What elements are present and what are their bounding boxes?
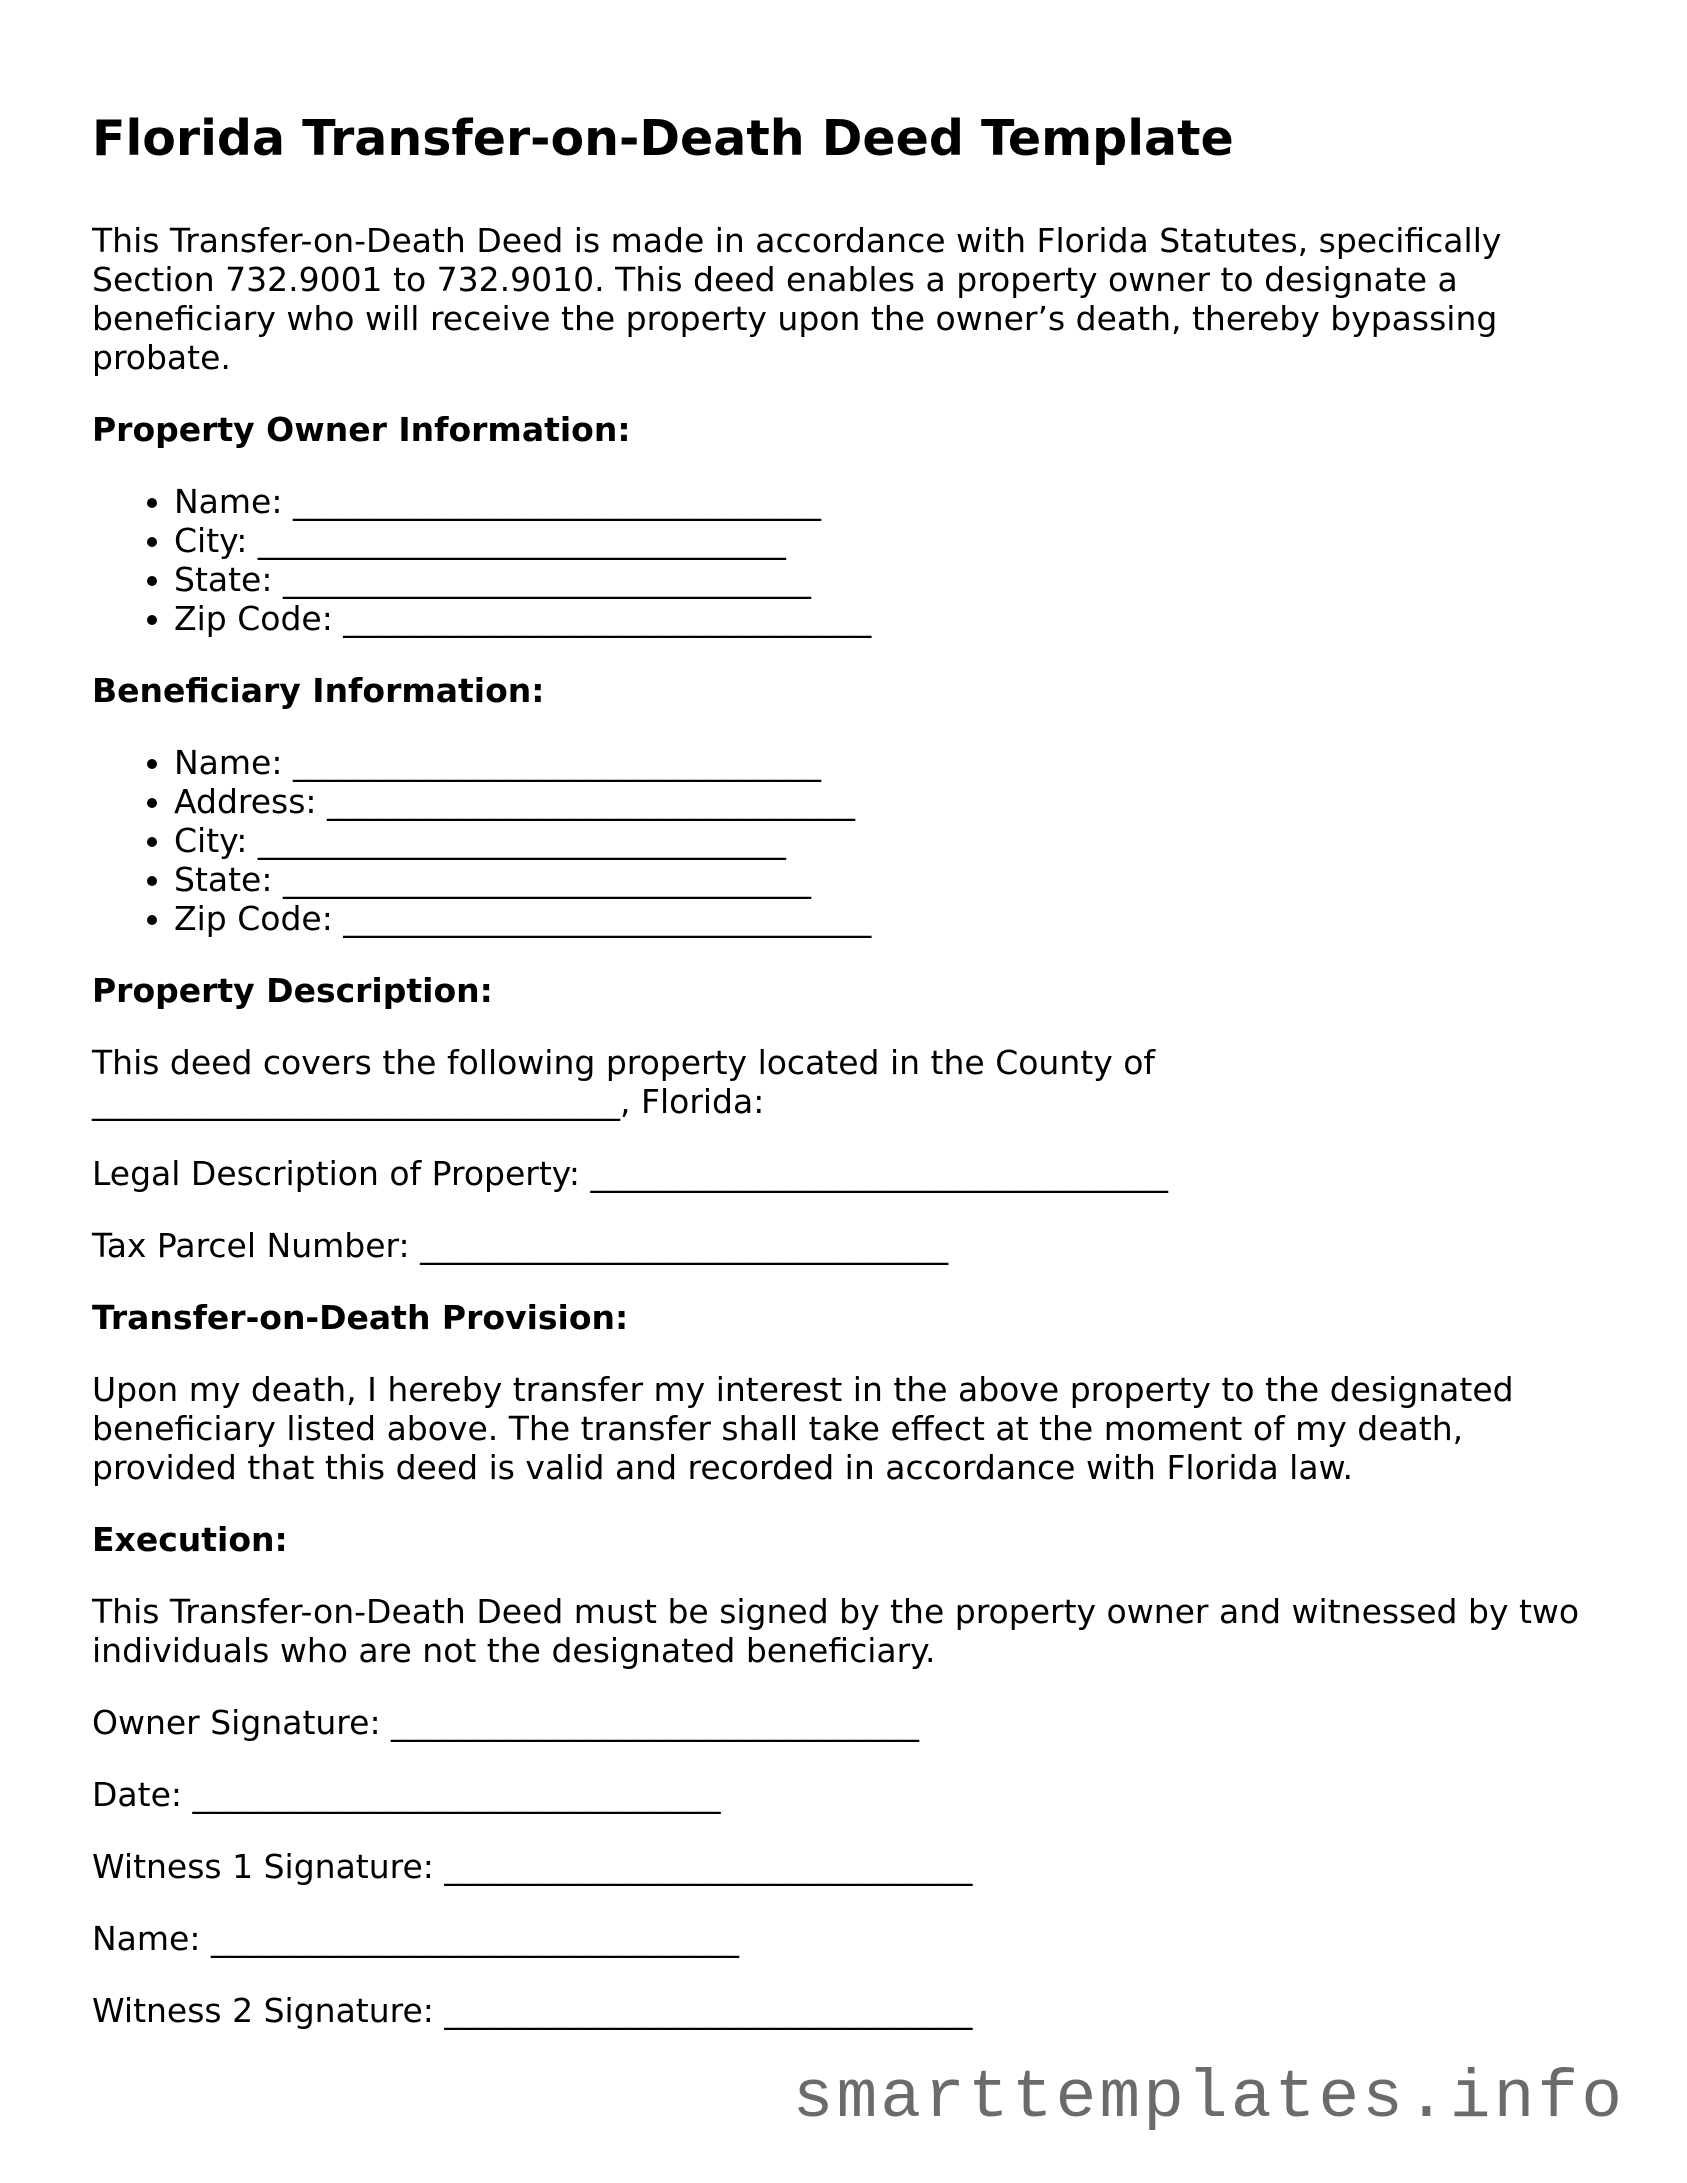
owner-zip-field: • Zip Code: ________________________________ [174, 599, 1612, 638]
page-title: Florida Transfer-on-Death Deed Template [92, 110, 1234, 167]
owner-name-field: • Name: ________________________________ [174, 482, 1612, 521]
beneficiary-state-field: • State: ________________________________ [174, 860, 1612, 899]
owner-signature-field: Owner Signature: ________________________________ [92, 1702, 920, 1742]
owner-section-heading: Property Owner Information: [92, 409, 631, 449]
legal-description-field: Legal Description of Property: ___________________________________ [92, 1153, 1169, 1193]
beneficiary-address-field: • Address: ________________________________ [174, 782, 1612, 821]
beneficiary-info-list [92, 743, 1612, 938]
document-page [92, 110, 1612, 2063]
witness2-signature-field: Witness 2 Signature: ________________________________ [92, 1990, 973, 2030]
execution-section-heading: Execution: [92, 1519, 288, 1559]
beneficiary-city-field: • City: ________________________________ [174, 821, 1612, 860]
owner-city-field: • City: ________________________________ [174, 521, 1612, 560]
county-paragraph: This deed covers the following property located in the County of ________________________________, Florida: [92, 1042, 1156, 1121]
beneficiary-section-heading: Beneficiary Information: [92, 670, 545, 710]
provision-paragraph: Upon my death, I hereby transfer my interest in the above property to the designated beneficiary listed above. The transfer shall take effect at the moment of my death, provided that this deed is valid and recorded in accordance with Florida law. [92, 1369, 1514, 1487]
witness1-signature-field: Witness 1 Signature: ________________________________ [92, 1846, 973, 1886]
provision-section-heading: Transfer-on-Death Provision: [92, 1297, 629, 1337]
tax-parcel-field: Tax Parcel Number: ________________________________ [92, 1225, 949, 1265]
beneficiary-zip-field: • Zip Code: ________________________________ [174, 899, 1612, 938]
execution-paragraph: This Transfer-on-Death Deed must be signed by the property owner and witnessed by two individuals who are not the designated beneficiary. [92, 1591, 1580, 1670]
witness1-name-field: Name: ________________________________ [92, 1918, 739, 1958]
property-section-heading: Property Description: [92, 970, 493, 1010]
intro-paragraph: This Transfer-on-Death Deed is made in accordance with Florida Statutes, specifically Section 732.9001 to 732.9010. This deed enables a property owner to designate a beneficiary who will receive the property upon the owner’s death, thereby bypassing probate. [92, 220, 1502, 377]
watermark: smarttemplates.info [792, 2060, 1625, 2137]
beneficiary-name-field: • Name: ________________________________ [174, 743, 1612, 782]
owner-info-list [92, 482, 1612, 638]
owner-state-field: • State: ________________________________ [174, 560, 1612, 599]
date-field: Date: ________________________________ [92, 1774, 721, 1814]
